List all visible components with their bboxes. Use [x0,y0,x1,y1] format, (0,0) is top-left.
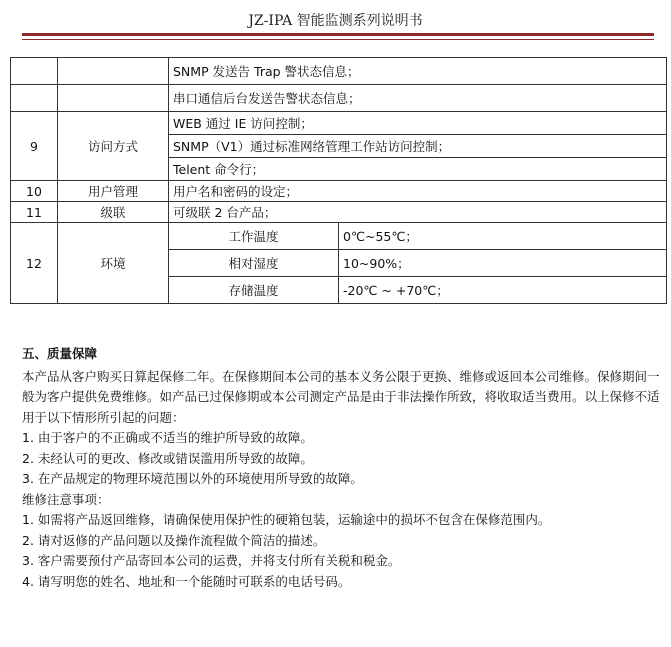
spec-desc: WEB 通过 IE 访问控制； [169,112,667,135]
list-item: 2. 请对返修的产品问题以及操作流程做个简洁的描述。 [22,532,326,548]
spec-desc: 串口通信后台发送告警状态信息； [169,85,667,112]
env-label: 相对湿度 [169,250,339,277]
notes-title: 维修注意事项： [22,491,110,507]
row-name: 级联 [58,202,169,223]
warranty-section [22,344,662,592]
list-item: 2. 未经认可的更改、修改或错误滥用所导致的故障。 [22,450,313,466]
list-item: 3. 在产品规定的物理环境范围以外的环境使用所导致的故障。 [22,471,363,486]
table-row [11,223,667,250]
env-value: 0℃~55℃； [339,223,667,250]
env-value: 10~90%； [339,250,667,277]
row-number: 12 [11,223,58,304]
warranty-paragraph: 本产品从客户购买日算起保修二年。在保修期间本公司的基本义务公限于更换、维修或返回本公司维修。保修期间一般为客户提供免费维修。如产品已过保修期或本公司测定产品是由于非法操作所致，将收取适当费用。以上保修不适用于以下情形所引起的问题： [22,368,660,425]
env-label: 存储温度 [169,277,339,304]
spec-desc: 用户名和密码的设定； [169,181,667,202]
table-cell-empty [11,85,58,112]
page-header-title: JZ-IPA 智能监测系列说明书 [248,13,423,29]
row-name: 环境 [58,223,169,304]
row-name: 用户管理 [58,181,169,202]
spec-table [10,57,667,304]
table-row [11,112,667,135]
row-number: 11 [11,202,58,223]
spec-desc: Telent 命令行； [169,158,667,181]
list-item: 1. 如需将产品返回维修，请确保使用保护性的硬箱包装，运输途中的损坏不包含在保修范围内。 [22,512,551,527]
section-heading: 五、质量保障 [22,346,98,361]
header-rule-thin [22,39,654,40]
row-number: 10 [11,181,58,202]
row-name: 访问方式 [58,112,169,181]
spec-desc: 可级联 2 台产品； [169,202,667,223]
env-label: 工作温度 [169,223,339,250]
header-rule-thick [22,33,654,36]
table-row [11,85,667,112]
env-value: -20℃ ~ +70℃； [339,277,667,304]
table-row [11,181,667,202]
row-number: 9 [11,112,58,181]
table-cell-empty [58,58,169,85]
list-item: 1. 由于客户的不正确或不适当的维护所导致的故障。 [22,430,313,445]
table-row [11,58,667,85]
table-cell-empty [58,85,169,112]
spec-desc: SNMP 发送告 Trap 警状态信息； [169,58,667,85]
table-row [11,202,667,223]
list-item: 4. 请写明您的姓名、地址和一个能随时可联系的电话号码。 [22,573,351,589]
spec-desc: SNMP（V1）通过标准网络管理工作站访问控制； [169,135,667,158]
table-cell-empty [11,58,58,85]
list-item: 3. 客户需要预付产品寄回本公司的运费，并将支付所有关税和税金。 [22,553,401,568]
